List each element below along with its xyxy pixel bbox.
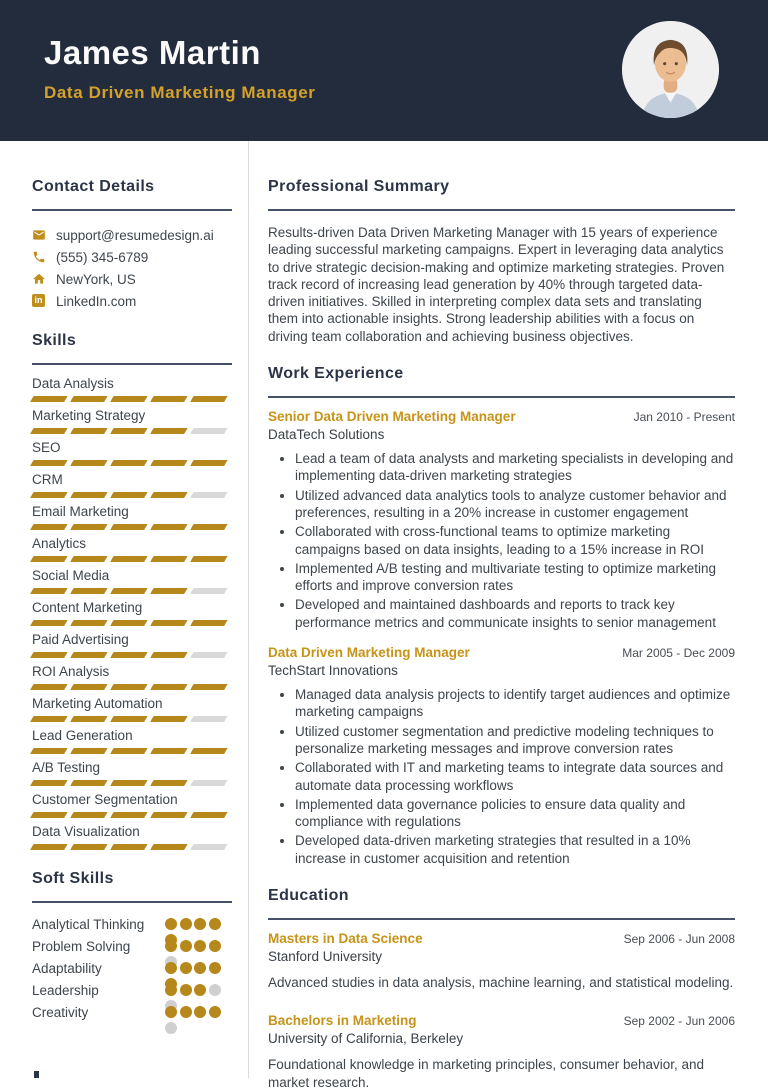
soft-skill-dots [165, 915, 225, 934]
skill-label: Data Analysis [32, 376, 114, 391]
soft-skill-dot [194, 962, 206, 974]
skill-bar-segment [190, 684, 227, 690]
soft-skill-dot [209, 962, 221, 974]
job-dates: Jan 2010 - Present [633, 410, 735, 425]
soft-skill-dot [165, 962, 177, 974]
skill-bar-segment [110, 556, 147, 562]
skill-bar-segment [70, 428, 107, 434]
skill-bar-segment [150, 812, 187, 818]
skill-label: Social Media [32, 568, 110, 583]
skill-label: Paid Advertising [32, 632, 129, 647]
skill-bar-segment [70, 460, 107, 466]
soft-skill-label: Leadership [32, 983, 99, 998]
job-bullet: • Implemented A/B testing and multivariate testing to optimize marketing efforts and improve conversion rates [295, 560, 735, 595]
skill-bar-segment [110, 524, 147, 530]
job-bullet: • Collaborated with IT and marketing teams to integrate data sources and automate data processing workflows [295, 759, 735, 794]
skills-section [32, 332, 232, 850]
skill-item [32, 439, 232, 466]
soft-skill-dot [165, 1022, 177, 1034]
job-head [268, 409, 735, 424]
soft-skill-label: Creativity [32, 1005, 89, 1020]
education-head [268, 931, 735, 946]
skill-bar-segment [150, 716, 187, 722]
job-title: Data Driven Marketing Manager [268, 645, 470, 661]
job-entry [268, 645, 735, 867]
skill-bar-segment [190, 492, 227, 498]
soft-skill-dot [194, 918, 206, 930]
skill-item [32, 503, 232, 530]
soft-skill-dot [180, 1006, 192, 1018]
skill-level-bar [32, 492, 232, 498]
skill-level-bar [32, 588, 232, 594]
skill-level-bar [32, 428, 232, 434]
soft-skill-label: Adaptability [32, 961, 102, 976]
contact-item-1[interactable] [32, 246, 232, 268]
soft-skills-heading: Soft Skills [32, 870, 114, 887]
soft-skill-dot [165, 984, 177, 996]
profile-photo [622, 21, 719, 118]
soft-skill-label: Analytical Thinking [32, 917, 145, 932]
linkedin-icon: in [32, 294, 46, 308]
job-bullet: • Utilized customer segmentation and predictive modeling techniques to personalize marketing messages and improve conversion rates [295, 723, 735, 758]
skill-item [32, 663, 232, 690]
skill-item [32, 727, 232, 754]
skill-label: Customer Segmentation [32, 792, 178, 807]
soft-skill-dot [180, 962, 192, 974]
skill-label: ROI Analysis [32, 664, 110, 679]
experience-section [268, 365, 735, 867]
skill-item [32, 375, 232, 402]
skill-bar-segment [70, 684, 107, 690]
person-name: James Martin [44, 34, 261, 71]
contact-list [32, 224, 232, 312]
education-heading-rule [268, 918, 735, 920]
contact-section [32, 178, 232, 312]
home-icon [32, 272, 46, 286]
education-dates: Sep 2002 - Jun 2006 [623, 1014, 735, 1029]
soft-skill-dot [165, 1006, 177, 1018]
soft-skill-dot [209, 918, 221, 930]
summary-text: Results-driven Data Driven Marketing Manager with 15 years of experience leading successful marketing campaigns. Expert in leveraging data analytics to drive strategic decision-making and optimize marketing strategies. Proven track record of increasing lead generation by 40% through targeted data-driven initiatives. Skilled in interpreting complex data sets and translating them into actionable insights. Strong leadership abilities with a focus on driving team collaboration and achieving business objectives. [268, 225, 725, 344]
skill-bar-segment [70, 844, 107, 850]
degree-title: Bachelors in Marketing [268, 1013, 417, 1029]
skill-level-bar [32, 716, 232, 722]
skill-bar-segment [70, 716, 107, 722]
skill-bar-segment [30, 588, 67, 594]
skill-item [32, 567, 232, 594]
skill-bar-segment [110, 428, 147, 434]
skill-bar-segment [190, 588, 227, 594]
skill-label: Data Visualization [32, 824, 140, 839]
soft-skill-dots [165, 1003, 225, 1022]
skill-level-bar [32, 812, 232, 818]
skill-bar-segment [190, 524, 227, 530]
job-company: DataTech Solutions [268, 427, 385, 443]
skill-bar-segment [110, 588, 147, 594]
skills-heading: Skills [32, 332, 77, 349]
summary-heading-rule [268, 209, 735, 211]
skill-bar-segment [150, 588, 187, 594]
summary-heading: Professional Summary [268, 178, 450, 195]
job-entry [268, 409, 735, 631]
skill-bar-segment [190, 844, 227, 850]
skill-bar-segment [150, 492, 187, 498]
skill-bar-segment [190, 716, 227, 722]
soft-skill-dots [165, 959, 225, 978]
skill-label: A/B Testing [32, 760, 101, 775]
skill-bar-segment [70, 780, 107, 786]
jobs-list [268, 409, 735, 867]
skill-item [32, 695, 232, 722]
job-bullet: • Utilized advanced data analytics tools to analyze customer behavior and preferences, resulting in a 20% increase in customer engagement [295, 487, 735, 522]
skill-bar-segment [110, 492, 147, 498]
skill-bar-segment [30, 716, 67, 722]
soft-skill-dot [194, 940, 206, 952]
soft-skill-dot [165, 918, 177, 930]
contact-item-text: (555) 345-6789 [56, 249, 149, 265]
soft-skill-row [32, 915, 232, 934]
skill-bar-segment [30, 492, 67, 498]
job-title: Senior Data Driven Marketing Manager [268, 409, 516, 425]
skill-item [32, 759, 232, 786]
job-bullet: • Implemented data governance policies to ensure data quality and compliance with regulations [295, 796, 735, 831]
skill-level-bar [32, 524, 232, 530]
skill-bar-segment [110, 748, 147, 754]
job-bullet: • Developed data-driven marketing strategies that resulted in a 10% increase in customer acquisition and retention [295, 832, 735, 867]
degree-title: Masters in Data Science [268, 931, 423, 947]
skill-bar-segment [30, 460, 67, 466]
profile-photo-illustration [622, 21, 719, 118]
cutoff-next-heading-sliver [34, 1071, 39, 1078]
skill-level-bar [32, 684, 232, 690]
job-bullet: • Lead a team of data analysts and marketing specialists in developing and implementing data-driven marketing strategies [295, 450, 735, 485]
skill-level-bar [32, 780, 232, 786]
skill-bar-segment [190, 620, 227, 626]
skill-bar-segment [150, 780, 187, 786]
soft-skills-heading-rule [32, 901, 232, 903]
skill-bar-segment [30, 620, 67, 626]
skill-item [32, 535, 232, 562]
soft-skill-dot [209, 984, 221, 996]
skill-bar-segment [110, 396, 147, 402]
soft-skill-dot [194, 984, 206, 996]
skill-bar-segment [190, 812, 227, 818]
skill-bar-segment [190, 460, 227, 466]
skill-level-bar [32, 748, 232, 754]
skill-bar-segment [110, 684, 147, 690]
contact-item-text: NewYork, US [56, 271, 136, 287]
job-bullet-list [268, 450, 735, 631]
skill-item [32, 631, 232, 658]
skill-bar-segment [70, 556, 107, 562]
job-company: TechStart Innovations [268, 663, 398, 679]
phone-icon [32, 250, 46, 264]
skill-bar-segment [30, 428, 67, 434]
skill-level-bar [32, 396, 232, 402]
skill-bar-segment [30, 748, 67, 754]
education-list [268, 931, 735, 1091]
skill-bar-segment [110, 716, 147, 722]
skill-label: Email Marketing [32, 504, 129, 519]
skill-item [32, 407, 232, 434]
experience-heading-rule [268, 396, 735, 398]
skill-bar-segment [70, 524, 107, 530]
skill-bar-segment [30, 524, 67, 530]
skill-item [32, 823, 232, 850]
skill-bar-segment [30, 844, 67, 850]
soft-skills-list [32, 915, 232, 1022]
skill-bar-segment [190, 556, 227, 562]
job-dates: Mar 2005 - Dec 2009 [622, 646, 735, 661]
skill-bar-segment [110, 460, 147, 466]
job-bullet: • Managed data analysis projects to identify target audiences and optimize marketing campaigns [295, 686, 735, 721]
soft-skills-section [32, 870, 232, 1022]
education-dates: Sep 2006 - Jun 2008 [623, 932, 735, 947]
contact-item-2 [32, 268, 232, 290]
skill-bar-segment [190, 396, 227, 402]
skill-bar-segment [190, 652, 227, 658]
skill-level-bar [32, 652, 232, 658]
skill-bar-segment [70, 812, 107, 818]
skill-bar-segment [110, 812, 147, 818]
skill-label: Lead Generation [32, 728, 133, 743]
skill-bar-segment [110, 780, 147, 786]
skill-item [32, 599, 232, 626]
soft-skill-dot [194, 1006, 206, 1018]
contact-item-0[interactable] [32, 224, 232, 246]
skill-label: CRM [32, 472, 63, 487]
skill-bar-segment [150, 556, 187, 562]
main-column [249, 141, 768, 1090]
education-entry [268, 931, 735, 991]
skill-bar-segment [30, 780, 67, 786]
skill-bar-segment [30, 684, 67, 690]
skill-bar-segment [110, 844, 147, 850]
contact-item-text: support@resumedesign.ai [56, 227, 214, 243]
skill-bar-segment [70, 396, 107, 402]
skill-bar-segment [70, 748, 107, 754]
skill-bar-segment [150, 620, 187, 626]
header-banner [0, 0, 768, 141]
skill-level-bar [32, 556, 232, 562]
person-job-title: Data Driven Marketing Manager [44, 83, 316, 102]
soft-skill-row [32, 1003, 232, 1022]
skill-bar-segment [70, 588, 107, 594]
contact-item-3[interactable] [32, 290, 232, 312]
summary-section [268, 178, 735, 345]
skill-bar-segment [190, 428, 227, 434]
soft-skill-dot [180, 940, 192, 952]
education-entry [268, 1013, 735, 1091]
skill-bar-segment [150, 396, 187, 402]
skill-bar-segment [30, 812, 67, 818]
job-bullet-list [268, 686, 735, 867]
skill-label: Marketing Strategy [32, 408, 146, 423]
skill-bar-segment [150, 524, 187, 530]
sidebar [0, 141, 249, 1078]
email-icon [32, 228, 46, 242]
job-head [268, 645, 735, 660]
skill-bar-segment [150, 844, 187, 850]
skill-bar-segment [30, 652, 67, 658]
contact-item-text: LinkedIn.com [56, 293, 137, 309]
skill-bar-segment [70, 620, 107, 626]
soft-skill-dots [165, 937, 225, 956]
skill-bar-segment [150, 652, 187, 658]
soft-skill-row [32, 937, 232, 956]
skill-bar-segment [190, 748, 227, 754]
education-description: Foundational knowledge in marketing principles, consumer behavior, and market research. [268, 1057, 705, 1090]
soft-skill-dot [180, 918, 192, 930]
contact-heading-rule [32, 209, 232, 211]
school-name: Stanford University [268, 949, 383, 965]
skill-level-bar [32, 844, 232, 850]
soft-skill-row [32, 981, 232, 1000]
school-name: University of California, Berkeley [268, 1031, 464, 1047]
contact-heading: Contact Details [32, 178, 155, 195]
skills-heading-rule [32, 363, 232, 365]
skill-label: Marketing Automation [32, 696, 163, 711]
job-bullet: • Developed and maintained dashboards and reports to track key performance metrics and communicate insights to senior management [295, 596, 735, 631]
skill-item [32, 471, 232, 498]
skill-bar-segment [190, 780, 227, 786]
skill-bar-segment [30, 556, 67, 562]
skill-level-bar [32, 460, 232, 466]
soft-skill-label: Problem Solving [32, 939, 131, 954]
skill-label: Analytics [32, 536, 87, 551]
skill-bar-segment [70, 652, 107, 658]
soft-skill-dot [209, 1006, 221, 1018]
skill-label: Content Marketing [32, 600, 143, 615]
skill-bar-segment [150, 460, 187, 466]
skill-bar-segment [150, 748, 187, 754]
soft-skill-row [32, 959, 232, 978]
education-section [268, 887, 735, 1091]
skill-bar-segment [150, 684, 187, 690]
skill-bar-segment [70, 492, 107, 498]
skill-bar-segment [150, 428, 187, 434]
skill-bar-segment [110, 652, 147, 658]
education-description: Advanced studies in data analysis, machine learning, and statistical modeling. [268, 975, 734, 991]
skills-list [32, 375, 232, 850]
experience-heading: Work Experience [268, 365, 404, 383]
soft-skill-dots [165, 981, 225, 1000]
education-head [268, 1013, 735, 1028]
job-bullet: • Collaborated with cross-functional teams to optimize marketing campaigns based on data insights, leading to a 15% increase in ROI [295, 523, 735, 558]
skill-bar-segment [30, 396, 67, 402]
soft-skill-dot [209, 940, 221, 952]
soft-skill-dot [165, 940, 177, 952]
education-heading: Education [268, 887, 349, 905]
skill-item [32, 791, 232, 818]
skill-label: SEO [32, 440, 61, 455]
skill-bar-segment [110, 620, 147, 626]
skill-level-bar [32, 620, 232, 626]
soft-skill-dot [180, 984, 192, 996]
